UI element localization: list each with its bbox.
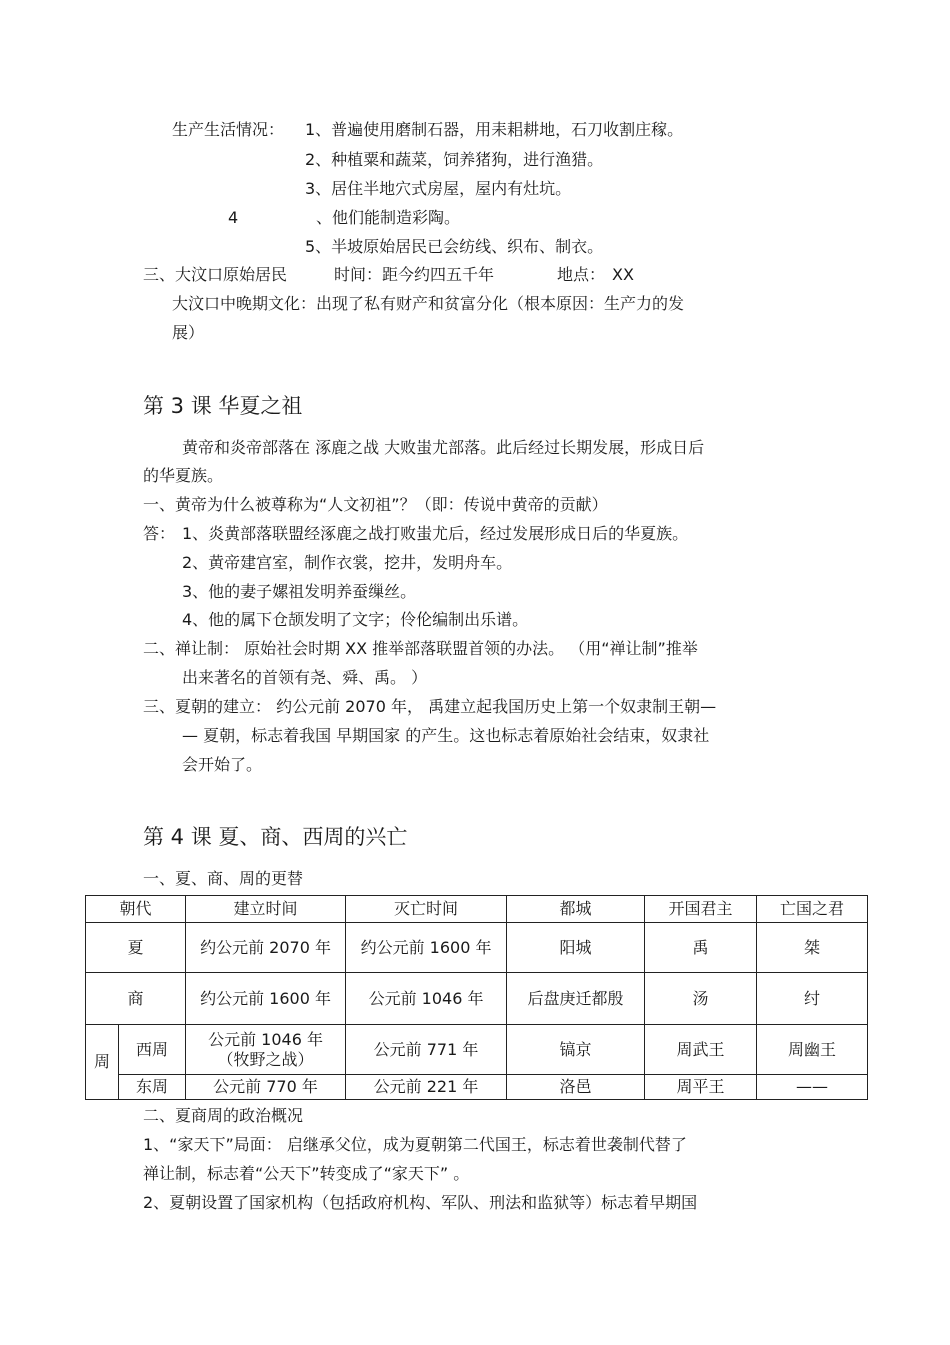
life-item-5: 5、半坡原始居民已会纺线、织布、制衣。 [305,237,604,256]
cell-zhou-group: 周 [86,1025,119,1100]
cell-capital: 阳城 [507,923,645,973]
answer-item-2: 2、黄帝建宫室，制作衣裳，挖井，发明舟车。 [182,553,513,572]
life-item-2: 2、种植粟和蔬菜，饲养猪狗，进行渔猎。 [305,150,604,169]
cell-founder: 周武王 [645,1025,757,1075]
header-dynasty: 朝代 [86,896,186,923]
cell-founded-note: （牧野之战） [217,1049,314,1069]
cell-fallen: 公元前 221 年 [346,1075,507,1100]
dawenkou-place-label: 地点： [557,265,606,284]
dawenkou-culture-line2: 展） [172,323,205,342]
dawenkou-title: 三、大汶口原始居民 [143,265,288,284]
cell-capital: 洛邑 [507,1075,645,1100]
dawenkou-place-value: XX [612,265,634,284]
cell-last-ruler: 桀 [757,923,868,973]
lesson3-heading: 第 3 课 华夏之祖 [143,394,303,418]
shanrang-line2: 出来著名的首领有尧、舜、禹。 ） [182,668,428,687]
cell-founded [186,1025,346,1075]
dynasty-table [85,895,868,1100]
life-item-4: 、他们能制造彩陶。 [316,208,461,227]
xia-founding-line3: 会开始了。 [182,755,263,774]
shanrang-line1: 二、禅让制： 原始社会时期 XX 推举部落联盟首领的办法。 （用“禅让制”推举 [143,639,698,658]
xia-founding-line1: 三、夏朝的建立： 约公元前 2070 年， 禹建立起我国历史上第一个奴隶制王朝— [143,697,717,716]
cell-dynasty: 商 [86,973,186,1025]
cell-fallen: 约公元前 1600 年 [346,923,507,973]
lesson3-intro-line2: 的华夏族。 [143,466,224,485]
cell-last-ruler: 周幽王 [757,1025,868,1075]
cell-capital: 镐京 [507,1025,645,1075]
cell-founded-date: 公元前 1046 年 [208,1029,323,1049]
cell-last-ruler: —— [757,1075,868,1100]
state-apparatus-line1: 2、夏朝设置了国家机构（包括政府机构、军队、刑法和监狱等）标志着早期国 [143,1193,698,1212]
answer-item-3: 3、他的妻子嫘祖发明养蚕缫丝。 [182,582,417,601]
cell-dynasty: 东周 [119,1075,186,1100]
table-row [86,923,868,973]
dawenkou-time: 时间：距今约四五千年 [334,265,495,284]
jiatianxia-line2: 禅让制，标志着“公天下”转变成了“家天下” 。 [143,1164,470,1183]
cell-founded: 约公元前 1600 年 [186,973,346,1025]
cell-founder: 汤 [645,973,757,1025]
answer-item-1: 1、炎黄部落联盟经涿鹿之战打败蚩尤后，经过发展形成日后的华夏族。 [182,524,689,543]
cell-dynasty: 西周 [119,1025,186,1075]
header-founder: 开国君主 [645,896,757,923]
table-row [86,973,868,1025]
header-last-ruler: 亡国之君 [757,896,868,923]
cell-last-ruler: 纣 [757,973,868,1025]
jiatianxia-line1: 1、“家天下”局面： 启继承父位，成为夏朝第二代国王，标志着世袭制代替了 [143,1135,687,1154]
life-item-4-number: 4 [228,208,239,227]
life-label: 生产生活情况： [172,120,285,139]
lesson4-heading: 第 4 课 夏、商、西周的兴亡 [143,825,408,849]
table-row [86,1025,868,1075]
life-item-3: 3、居住半地穴式房屋，屋内有灶坑。 [305,179,572,198]
cell-fallen: 公元前 771 年 [346,1025,507,1075]
cell-dynasty: 夏 [86,923,186,973]
dawenkou-culture-line1: 大汶口中晚期文化：出现了私有财产和贫富分化（根本原因：生产力的发 [172,294,685,313]
header-founded: 建立时间 [186,896,346,923]
table-header-row [86,896,868,923]
cell-founded: 公元前 770 年 [186,1075,346,1100]
cell-fallen: 公元前 1046 年 [346,973,507,1025]
lesson4-subheading-1: 一、夏、商、周的更替 [143,869,304,888]
answer-item-4: 4、他的属下仓颉发明了文字；伶伦编制出乐谱。 [182,610,529,629]
lesson4-subheading-2: 二、夏商周的政治概况 [143,1106,304,1125]
cell-founder: 周平王 [645,1075,757,1100]
header-capital: 都城 [507,896,645,923]
table-row [86,1075,868,1100]
header-fallen: 灭亡时间 [346,896,507,923]
cell-capital: 后盘庚迁都殷 [507,973,645,1025]
cell-founded: 约公元前 2070 年 [186,923,346,973]
life-item-1: 1、普遍使用磨制石器，用耒耜耕地，石刀收割庄稼。 [305,120,684,139]
lesson3-intro-line1: 黄帝和炎帝部落在 涿鹿之战 大败蚩尤部落。此后经过长期发展，形成日后 [182,438,705,457]
lesson3-question-1: 一、黄帝为什么被尊称为“人文初祖”？（即：传说中黄帝的贡献） [143,495,608,514]
answer-label: 答： [143,524,176,543]
xia-founding-line2: — 夏朝，标志着我国 早期国家 的产生。这也标志着原始社会结束，奴隶社 [182,726,710,745]
cell-founder: 禹 [645,923,757,973]
